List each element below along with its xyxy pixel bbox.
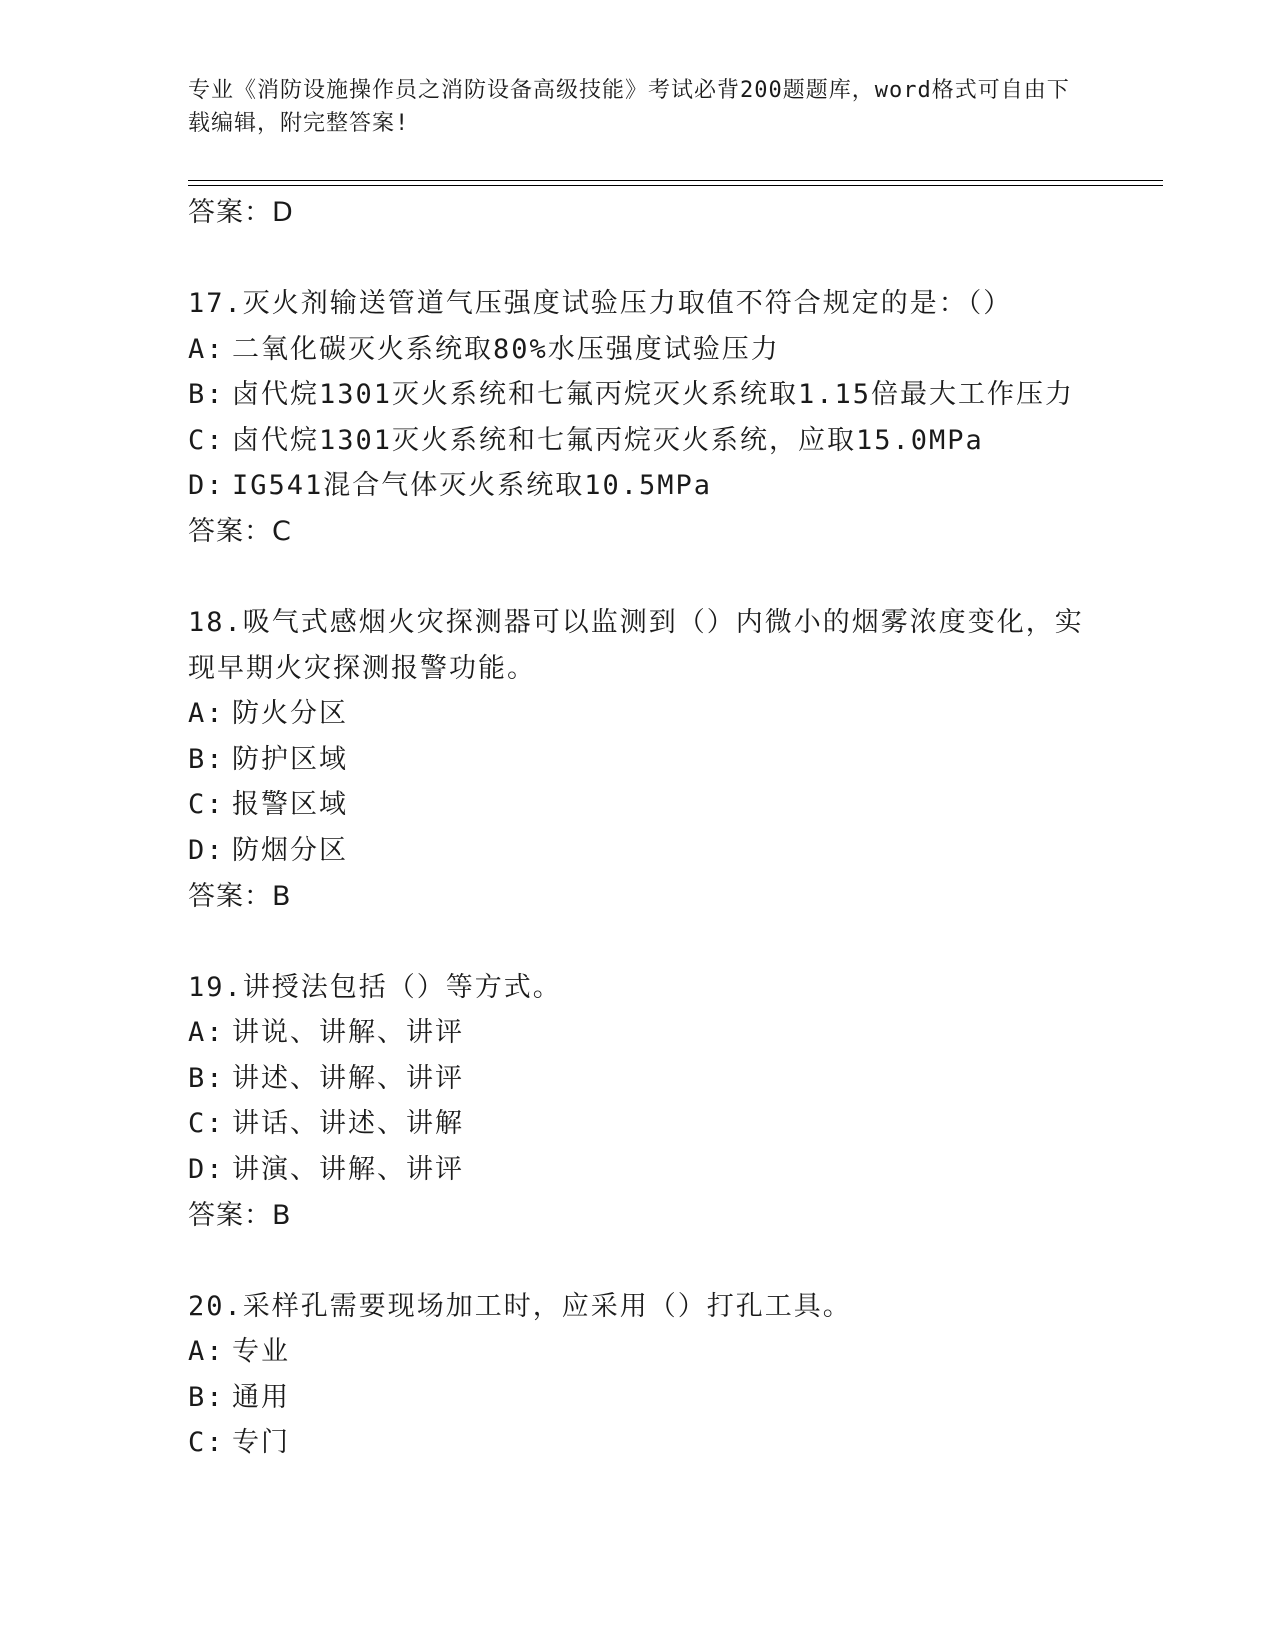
option-text: 专门 <box>232 1427 290 1459</box>
option-key: B: <box>188 1381 225 1413</box>
spacer <box>188 235 1088 281</box>
question-stem: 17.灭火剂输送管道气压强度试验压力取值不符合规定的是：（） <box>188 288 1013 319</box>
answer-line: 答案：B <box>188 1199 292 1231</box>
answer-line: 答案：C <box>188 515 292 547</box>
header-divider-bottom <box>188 185 1163 186</box>
spacer <box>188 919 1088 965</box>
option-key: D: <box>188 1153 225 1185</box>
option-key: C: <box>188 1427 225 1459</box>
option-key: B: <box>188 1062 225 1094</box>
option-text: 防护区域 <box>232 743 348 775</box>
option-text: 防烟分区 <box>232 834 348 866</box>
option-key: B: <box>188 743 225 775</box>
option-key: D: <box>188 834 225 866</box>
option-item <box>188 418 1088 464</box>
option-text: 二氧化碳灭火系统取80%水压强度试验压力 <box>232 333 780 365</box>
answer-line: 答案：D <box>188 197 294 228</box>
option-key: A: <box>188 333 225 365</box>
option-text: IG541混合气体灭火系统取10.5MPa <box>232 470 713 502</box>
option-key: B: <box>188 379 225 411</box>
option-text: 防火分区 <box>232 698 348 730</box>
option-item <box>188 1101 1088 1147</box>
option-text: 讲述、讲解、讲评 <box>232 1062 464 1094</box>
spacer <box>188 1238 1088 1284</box>
option-item <box>188 1010 1088 1056</box>
option-item <box>188 1056 1088 1102</box>
question-list <box>188 190 1088 1466</box>
option-item <box>188 1375 1088 1421</box>
option-item <box>188 782 1088 828</box>
question-block <box>188 965 1088 1238</box>
option-key: D: <box>188 470 225 502</box>
option-item <box>188 1420 1088 1466</box>
question-block <box>188 600 1088 919</box>
option-item <box>188 372 1088 418</box>
option-text: 讲演、讲解、讲评 <box>232 1153 464 1185</box>
spacer <box>188 554 1088 600</box>
document-header: 专业《消防设施操作员之消防设备高级技能》考试必背200题题库，word格式可自由下载编辑，附完整答案! <box>188 78 1070 136</box>
option-key: A: <box>188 1017 225 1049</box>
question-stem: 20.采样孔需要现场加工时，应采用（）打孔工具。 <box>188 1290 852 1322</box>
header-divider-top <box>188 180 1163 181</box>
option-text: 卤代烷1301灭火系统和七氟丙烷灭火系统，应取15.0MPa <box>232 424 984 456</box>
question-block <box>188 281 1088 554</box>
question-stem: 19.讲授法包括（）等方式。 <box>188 971 562 1003</box>
option-text: 讲说、讲解、讲评 <box>232 1017 464 1049</box>
option-item <box>188 691 1088 737</box>
option-item <box>188 828 1088 874</box>
option-key: A: <box>188 698 225 730</box>
option-text: 讲话、讲述、讲解 <box>232 1108 464 1140</box>
option-text: 通用 <box>232 1381 290 1413</box>
option-item <box>188 463 1088 509</box>
option-text: 报警区域 <box>232 789 348 821</box>
option-key: C: <box>188 1108 225 1140</box>
option-key: A: <box>188 1336 225 1368</box>
question-block <box>188 1284 1088 1466</box>
option-key: C: <box>188 789 225 821</box>
option-item <box>188 737 1088 783</box>
option-item <box>188 327 1088 373</box>
option-item <box>188 1147 1088 1193</box>
question-stem: 18.吸气式感烟火灾探测器可以监测到（）内微小的烟雾浓度变化，实现早期火灾探测报警功能。 <box>188 606 1084 684</box>
option-key: C: <box>188 424 225 456</box>
option-text: 卤代烷1301灭火系统和七氟丙烷灭火系统取1.15倍最大工作压力 <box>232 379 1075 411</box>
option-text: 专业 <box>232 1336 290 1368</box>
option-item <box>188 1329 1088 1375</box>
answer-line: 答案：B <box>188 880 292 912</box>
